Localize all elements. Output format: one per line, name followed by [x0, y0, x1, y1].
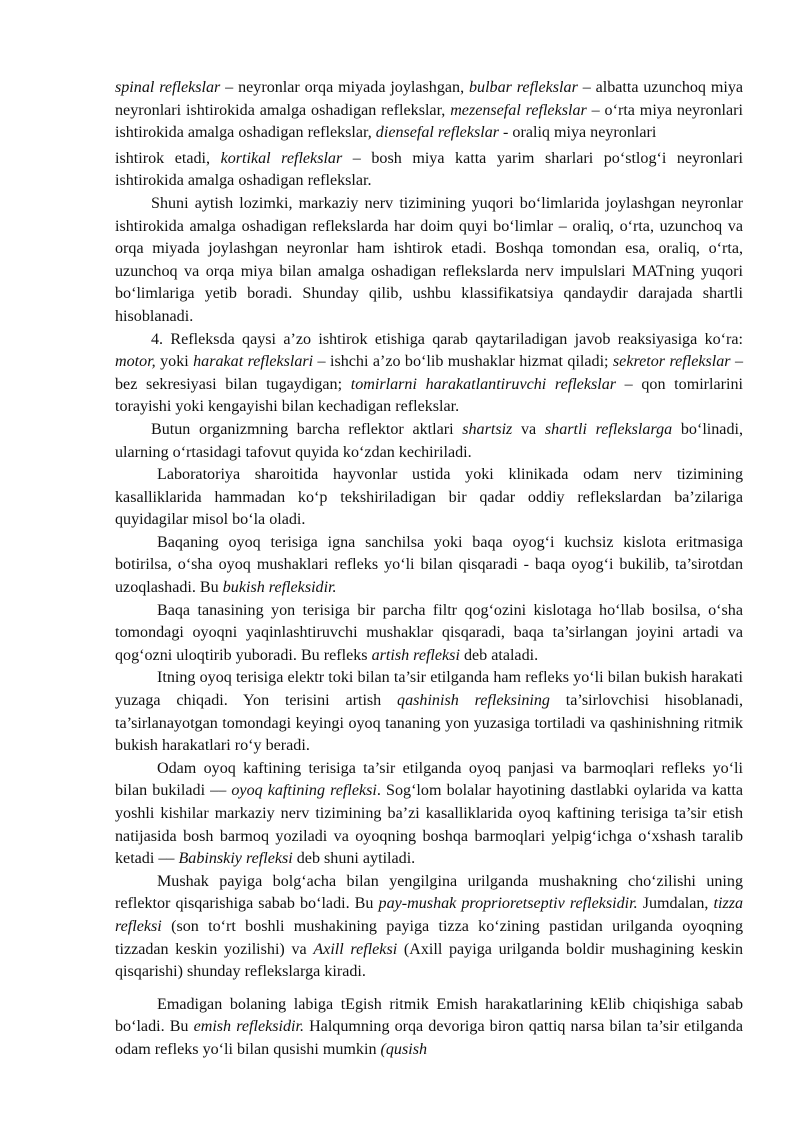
text-run: Baqaning oyoq terisiga igna sanchilsa yoki baqa oyog‘i kuchsiz kislota eritmasiga botirilsa, o‘sha oyoq mushaklari refleks yo‘li bilan qisqaradi - baqa oyog‘i bukilib, ta’sirotdan uzoqlashadi. Bu [115, 533, 743, 597]
italic-term: sekretor reflekslar [612, 353, 731, 371]
text-run: – qon tomirlarini torayishi yoki kengayishi bilan kechadigan reflekslar. [115, 375, 744, 416]
paragraph-effector-classification [115, 329, 743, 419]
italic-term: oyoq kaftining refleksi [231, 782, 377, 800]
text-run: - oraliq miya neyronlari [499, 124, 657, 142]
text-run: ta’sirlovchisi hisoblanadi, ta’sirlanayotgan tomondagi keyingi oyoq tananing yon yuzasiga tortiladi va qashinishning ritmik bukish harakatlari ro‘y beradi. [115, 692, 743, 755]
text-run: . Sog‘lom bolalar hayotining dastlabki oylarida va katta yoshli kishilar markaziy nerv tizimining ba’zi kasalliklarida oyoq kaftining terisiga ta’sir etish natijasida bosh barmoq yoziladi va oyoqning boshqa barmoqlari yelpig‘ichga o‘xshash taralib ketadi –– [115, 782, 743, 868]
text-run: va [512, 420, 545, 438]
paragraph-wiping-reflex [115, 600, 743, 668]
document-page [115, 77, 743, 1062]
paragraph-conditioned-unconditioned [115, 419, 743, 464]
text-run: Baqa tanasining yon terisiga bir parcha filtr qog‘ozini kislotaga ho‘llab bosilsa, o‘sha tomondagi oyoqni yaqinlashtiruvchi mushaklar qisqaradi, baqa ta’sirlangan joyini artadi va qog‘ozni uloqtirib yuboradi. Bu refleks [115, 601, 743, 664]
italic-term: bulbar reflekslar [468, 79, 578, 96]
italic-term: (qusish [380, 1040, 428, 1058]
italic-term: harakat reflekslari [193, 353, 314, 371]
italic-term: Babinskiy refleksi [178, 850, 293, 868]
paragraph-scratching-reflex [115, 667, 743, 757]
paragraph-cortical-reflexes [115, 148, 743, 193]
italic-term: shartsiz [462, 420, 513, 438]
text-run: Emadigan bolaning labiga tEgish ritmik Emish harakatlarining kElib chiqishiga sabab bo‘ladi. Bu [115, 995, 743, 1036]
text-run: – albatta uzunchoq miya neyronlari ishtirokida amalga oshadigan reflekslar, [115, 79, 744, 119]
text-run: bo‘linadi, ularning o‘rtasidagi tafovut quyida ko‘zdan kechiriladi. [115, 420, 743, 461]
text-run: – neyronlar orqa miyada joylashgan, [220, 79, 469, 96]
italic-term: mezensefal reflekslar [450, 101, 587, 119]
text-run: ishtirok etadi, [115, 149, 221, 167]
text-run: yoki [155, 353, 194, 371]
italic-term: motor, [115, 353, 156, 371]
text-run: – bez sekresiyasi bilan tugaydigan; [115, 353, 743, 393]
paragraph-reflex-classification [115, 77, 743, 145]
italic-term: pay-mushak proprioretseptiv refleksidir. [378, 895, 638, 913]
italic-term: tizza refleksi [115, 895, 744, 935]
italic-term: artish refleksi [371, 646, 460, 664]
text-run: Jumdalan, [637, 895, 714, 913]
text-run: Butun organizmning barcha reflektor aktlari [151, 420, 463, 438]
text-run: – bosh miya katta yarim sharlari po‘stlog‘i neyronlari ishtirokida amalga oshadigan reflekslar. [115, 149, 743, 190]
text-run: (son to‘rt boshli mushakining payiga tizza ko‘zining pastidan urilganda oyoqning tizzadan keskin yozilishi) va [115, 917, 743, 958]
text-run: – o‘rta miya neyronlari ishtirokida amalga oshadigan reflekslar, [115, 101, 743, 142]
text-run: Odam oyoq kaftining terisiga ta’sir etilganda oyoq panjasi va barmoqlari refleks yo‘li bilan bukiladi –– [115, 759, 743, 800]
text-run: Halqumning orqa devoriga biron qattiq narsa bilan ta’sir etilganda odam refleks yo‘li bilan qusishi mumkin [115, 1018, 743, 1058]
text-run: 4. Refleksda qaysi a’zo ishtirok etishiga qarab qaytariladigan javob reaksiyasiga ko‘ra: [151, 330, 743, 348]
text-run: deb ataladi. [459, 646, 539, 664]
paragraph-classification-note [115, 193, 743, 329]
text-run: Shuni aytish lozimki, markaziy nerv tizimining yuqori bo‘limlarida joylashgan neyronlar ishtirokida amalga oshadigan reflekslarda har doim quyi bo‘limlar – oraliq, o‘rta, uzunchoq va orqa miyada joylashgan neyronlar ham ishtirok etadi. Boshqa tomondan esa, oraliq, o‘rta, uzunchoq va orqa miya bilan amalga oshadigan reflekslarda nerv impulslari MATning yuqori bo‘limlariga yetib boradi. Shunday qilib, ushbu klassifikatsiya qandaydir darajada shartli hisoblanadi. [115, 194, 743, 325]
paragraph-lab-examples [115, 464, 743, 532]
paragraph-plantar-reflex [115, 758, 743, 871]
text-run: deb shuni aytiladi. [292, 850, 416, 868]
text-run: – ishchi a’zo bo‘lib mushaklar hizmat qiladi; [313, 353, 613, 371]
paragraph-sucking-reflex [115, 994, 743, 1062]
italic-term: tomirlarni harakatlantiruvchi reflekslar [350, 375, 617, 393]
italic-term: shartli reflekslarga [544, 420, 673, 438]
paragraph-tendon-reflex [115, 871, 743, 984]
italic-term: kortikal reflekslar [220, 149, 343, 167]
text-run: Itning oyoq terisiga elektr toki bilan ta’sir etilganda ham refleks yo‘li bilan bukish harakati yuzaga chiqadi. Yon terisini artish [115, 669, 743, 710]
italic-term: bukish refleksidir. [222, 579, 337, 597]
italic-term: emish refleksidir. [193, 1018, 304, 1036]
italic-term: spinal reflekslar [115, 79, 221, 96]
text-run: Mushak payiga bolg‘acha bilan yengilgina urilganda mushakning cho‘zilishi uning reflektor qisqarishiga sabab bo‘ladi. Bu [115, 872, 743, 913]
italic-term: qashinish refleksining [397, 692, 550, 710]
italic-term: Axill refleksi [313, 940, 398, 958]
italic-term: diensefal reflekslar [375, 124, 500, 142]
text-run: Laboratoriya sharoitida hayvonlar ustida yoki klinikada odam nerv tizimining kasalliklarida hammadan ko‘p tekshiriladigan bir qadar oddiy reflekslardan ba’zilariga quyidagilar misol bo‘la oladi. [115, 466, 743, 529]
text-run: (Axill payiga urilganda boldir mushagining keskin qisqarishi) shunday reflekslarga kiradi. [115, 940, 744, 981]
paragraph-bending-reflex [115, 532, 743, 600]
